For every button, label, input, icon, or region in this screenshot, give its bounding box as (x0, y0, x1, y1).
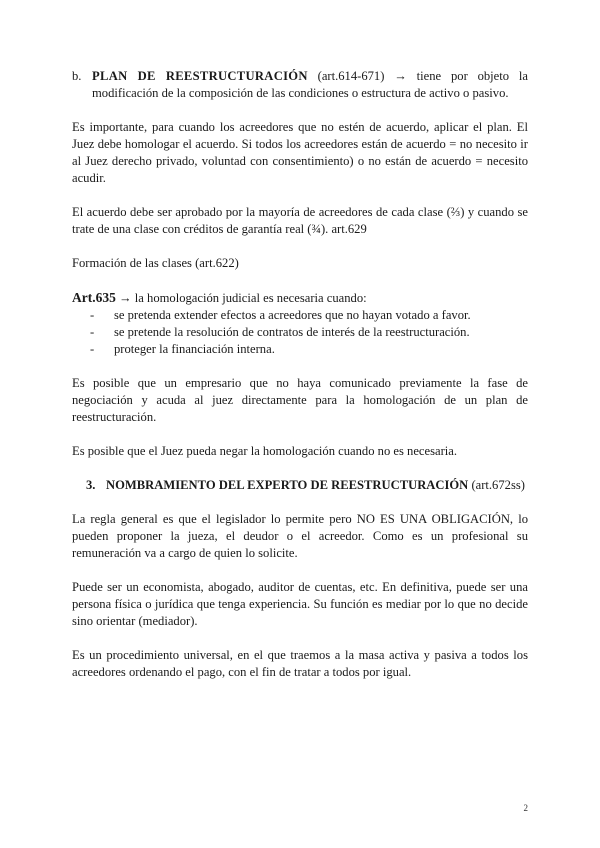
paragraph-direct-homologation: Es posible que un empresario que no haya comunicado previamente la fase de negociación y acuda al juez directamente para la homologación de un plan de reestructuración. (72, 376, 528, 424)
page-number: 2 (523, 803, 528, 813)
art635-intro: la homologación judicial es necesaria cuando: (134, 291, 367, 305)
section-b-ref: (art.614-671) (317, 69, 385, 83)
paragraph-approval: El acuerdo debe ser aprobado por la mayoría de acreedores de cada clase (⅔) y cuando se trate de una clase con créditos de garantía real (¾). art.629 (72, 205, 528, 236)
dash-bullet: - (90, 325, 95, 339)
paragraph-universal-procedure: Es un procedimiento universal, en el que traemos a la masa activa y pasiva a todos los acreedores ordenando el pago, con el fin de tratar a todos por igual. (72, 648, 528, 679)
art635-list (72, 307, 528, 358)
section-3-number: 3. (86, 478, 96, 492)
list-item-text: se pretenda extender efectos a acreedores que no hayan votado a favor. (114, 308, 471, 322)
art635-block (72, 289, 528, 358)
paragraph-classes: Formación de las clases (art.622) (72, 256, 239, 270)
section-b-title: PLAN DE REESTRUCTURACIÓN (92, 69, 308, 83)
art635-intro-line (72, 289, 528, 307)
document-page (72, 68, 528, 698)
paragraph-expert-profile: Puede ser un economista, abogado, auditor de cuentas, etc. En definitiva, puede ser una persona física o jurídica que tenga experiencia. Su función es mediar por lo que no decide sino orientar (mediador). (72, 580, 528, 628)
section-3-ref: (art.672ss) (471, 478, 525, 492)
art635-label: Art.635 (72, 290, 116, 305)
paragraph-judge-denial: Es posible que el Juez pueda negar la homologación cuando no es necesaria. (72, 444, 458, 458)
section-b-body (92, 68, 528, 102)
section-3-heading (72, 477, 528, 494)
section-b-text: tiene por objeto la modificación de la composición de las condiciones o estructura de activo o pasivo. (92, 69, 528, 100)
arrow-icon: → (394, 69, 407, 83)
paragraph-general-rule: La regla general es que el legislador lo permite pero NO ES UNA OBLIGACIÓN, lo pueden proponer la jueza, el deudor o el acreedor. Como es un profesional su remuneración va a cargo de quien lo solicite. (72, 512, 528, 560)
section-3-title: NOMBRAMIENTO DEL EXPERTO DE REESTRUCTURACIÓN (106, 478, 469, 492)
list-item (72, 324, 528, 341)
list-item (72, 307, 528, 324)
section-3-title-wrap (106, 477, 525, 494)
section-b-marker: b. (72, 69, 82, 83)
list-item-text: se pretende la resolución de contratos de interés de la reestructuración. (114, 325, 470, 339)
list-item-text: proteger la financiación interna. (114, 342, 275, 356)
arrow-icon: → (119, 291, 132, 305)
list-item (72, 341, 528, 358)
dash-bullet: - (90, 342, 95, 356)
section-b (72, 68, 528, 102)
dash-bullet: - (90, 308, 95, 322)
paragraph-homologation: Es importante, para cuando los acreedores que no estén de acuerdo, aplicar el plan. El Juez debe homologar el acuerdo. Si todos los acreedores están de acuerdo = no necesito ir al Juez derecho privado, voluntad con consentimiento) o no están de acuerdo = necesito acudir. (72, 120, 528, 185)
